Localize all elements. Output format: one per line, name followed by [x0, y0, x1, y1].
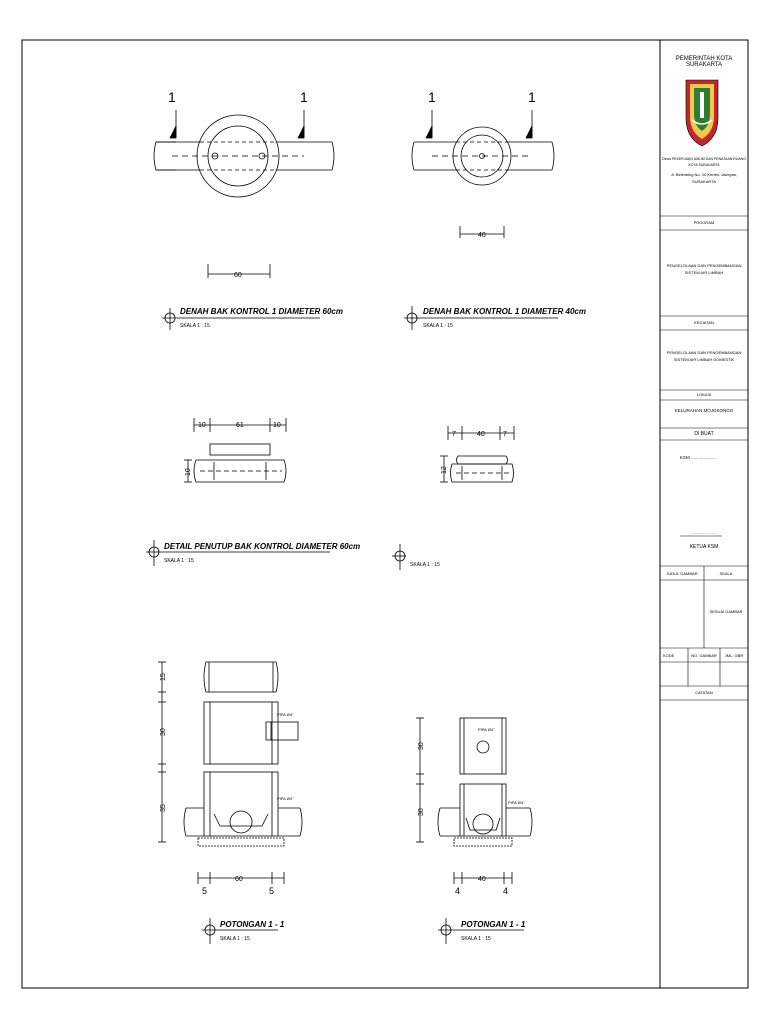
- tb-agency: PEMERINTAH KOTA SURAKARTA: [675, 56, 733, 68]
- plan-60-drawing: [154, 110, 334, 278]
- section-40-dim-mid: 40: [478, 876, 486, 883]
- section-60-dim-a: 15: [160, 673, 167, 681]
- tb-catatan-label: CATATAN: [695, 690, 713, 695]
- plan-40-drawing: [412, 110, 554, 238]
- plan-60-dim: 60: [234, 272, 242, 279]
- tb-skala-label: SKALA: [719, 571, 733, 576]
- city-emblem: [686, 80, 718, 146]
- cover-60-dim-right: 10: [273, 422, 281, 429]
- cover-60-scale: SKALA 1 : 15: [164, 558, 194, 564]
- section-40-scale: SKALA 1 : 15: [461, 936, 491, 942]
- section-60-dim-c: 35: [160, 804, 167, 812]
- section-60-dim-right: 5: [269, 886, 275, 896]
- cover-60-title: DETAIL PENUTUP BAK KONTROL DIAMETER 60cm: [164, 542, 361, 551]
- section-40-pipe-label-2: PIPA Ø4": [508, 800, 525, 805]
- tb-signature-blank: ......................: [691, 530, 717, 535]
- cover-60-dim-mid: 61: [236, 422, 244, 429]
- section-60-scale: SKALA 1 : 15: [220, 936, 250, 942]
- section-60-drawing: [158, 662, 302, 884]
- tb-lokasi-value: KELURAHAN MOJOSONGO: [674, 408, 734, 413]
- tb-dept-line1: Dinas PEKERJAAN UMUM DAN PENATAAN RUANG: [662, 157, 746, 161]
- cover-40-dim-height: 12: [441, 466, 448, 474]
- tb-lokasi-label: LOKASI: [696, 392, 712, 397]
- plan-40-mark-right: 1: [528, 89, 536, 105]
- cover-40-dim-left: 7: [452, 431, 456, 438]
- section-40-dim-right: 4: [503, 886, 509, 896]
- tb-address-line1: Jl. Belimbing No. 10 Kerten, laweyan,: [670, 172, 738, 177]
- tb-program-label: PROGRAM: [693, 220, 715, 225]
- tb-ksm-line: KSM ....................: [680, 455, 717, 460]
- plan-60-mark-right: 1: [300, 89, 308, 105]
- tb-address-line2: SURAKARTA: [691, 179, 717, 184]
- tb-program-line1: PENGELOLAAN DAN PENGEMBANGAN: [666, 263, 742, 268]
- plan-60-title: DENAH BAK KONTROL 1 DIAMETER 60cm: [180, 307, 343, 316]
- tb-skala-value: SESUAI GAMBAR: [709, 609, 743, 614]
- tb-dibuat-label: DI BUAT: [694, 431, 714, 437]
- cover-40-dim-mid: 40: [477, 431, 485, 438]
- plan-60-mark-left: 1: [168, 89, 176, 105]
- plan-60-scale: SKALA 1 : 15: [180, 323, 210, 329]
- cover-40-dim-right: 7: [503, 431, 507, 438]
- tb-kode-label: KODE: [663, 653, 675, 658]
- tb-kegiatan-label: KEGIATAN: [694, 320, 714, 325]
- plan-40-title: DENAH BAK KONTROL 1 DIAMETER 40cm: [423, 307, 586, 316]
- tb-kegiatan-line2: SISTEM AIR LIMBAH DOMESTIK: [673, 357, 735, 362]
- section-60-pipe-label-1: PIPA Ø4": [277, 712, 294, 717]
- cover-60-dim-height: 10: [185, 468, 192, 476]
- tb-program-line2: SISTEM AIR LIMBAH: [684, 270, 724, 275]
- section-60-dim-mid: 60: [235, 876, 243, 883]
- cover-60-dim-left: 10: [198, 422, 206, 429]
- tb-dept-line2: KOTA SURAKARTA: [688, 163, 720, 167]
- plan-40-scale: SKALA 1 : 15: [423, 323, 453, 329]
- sheet-border: [22, 40, 748, 988]
- tb-jml-gbr-label: JML. GBR: [724, 653, 744, 658]
- tb-ketua-label: KETUA KSM: [689, 544, 719, 550]
- cover-40-scale: SKALA 1 : 15: [410, 562, 440, 568]
- section-60-dim-left: 5: [202, 886, 208, 896]
- section-60-title: POTONGAN 1 - 1: [220, 920, 285, 929]
- tb-judul-label: JUDUL GAMBAR: [666, 571, 698, 576]
- section-40-dim-a: 30: [418, 742, 425, 750]
- tb-no-gambar-label: NO. GAMBAR: [691, 653, 717, 658]
- section-60-pipe-label-2: PIPA Ø4": [277, 796, 294, 801]
- section-40-title: POTONGAN 1 - 1: [461, 920, 526, 929]
- plan-40-dim: 40: [478, 232, 486, 239]
- section-60-dim-b: 30: [160, 728, 167, 736]
- plan-40-mark-left: 1: [428, 89, 436, 105]
- tb-kegiatan-line1: PENGELOLAAN DAN PENGEMBANGAN: [666, 350, 742, 355]
- section-40-dim-b: 30: [418, 808, 425, 816]
- cover-40-scale-marker: [392, 544, 406, 570]
- section-40-dim-left: 4: [455, 886, 461, 896]
- section-40-pipe-label-1: PIPA Ø4": [478, 727, 495, 732]
